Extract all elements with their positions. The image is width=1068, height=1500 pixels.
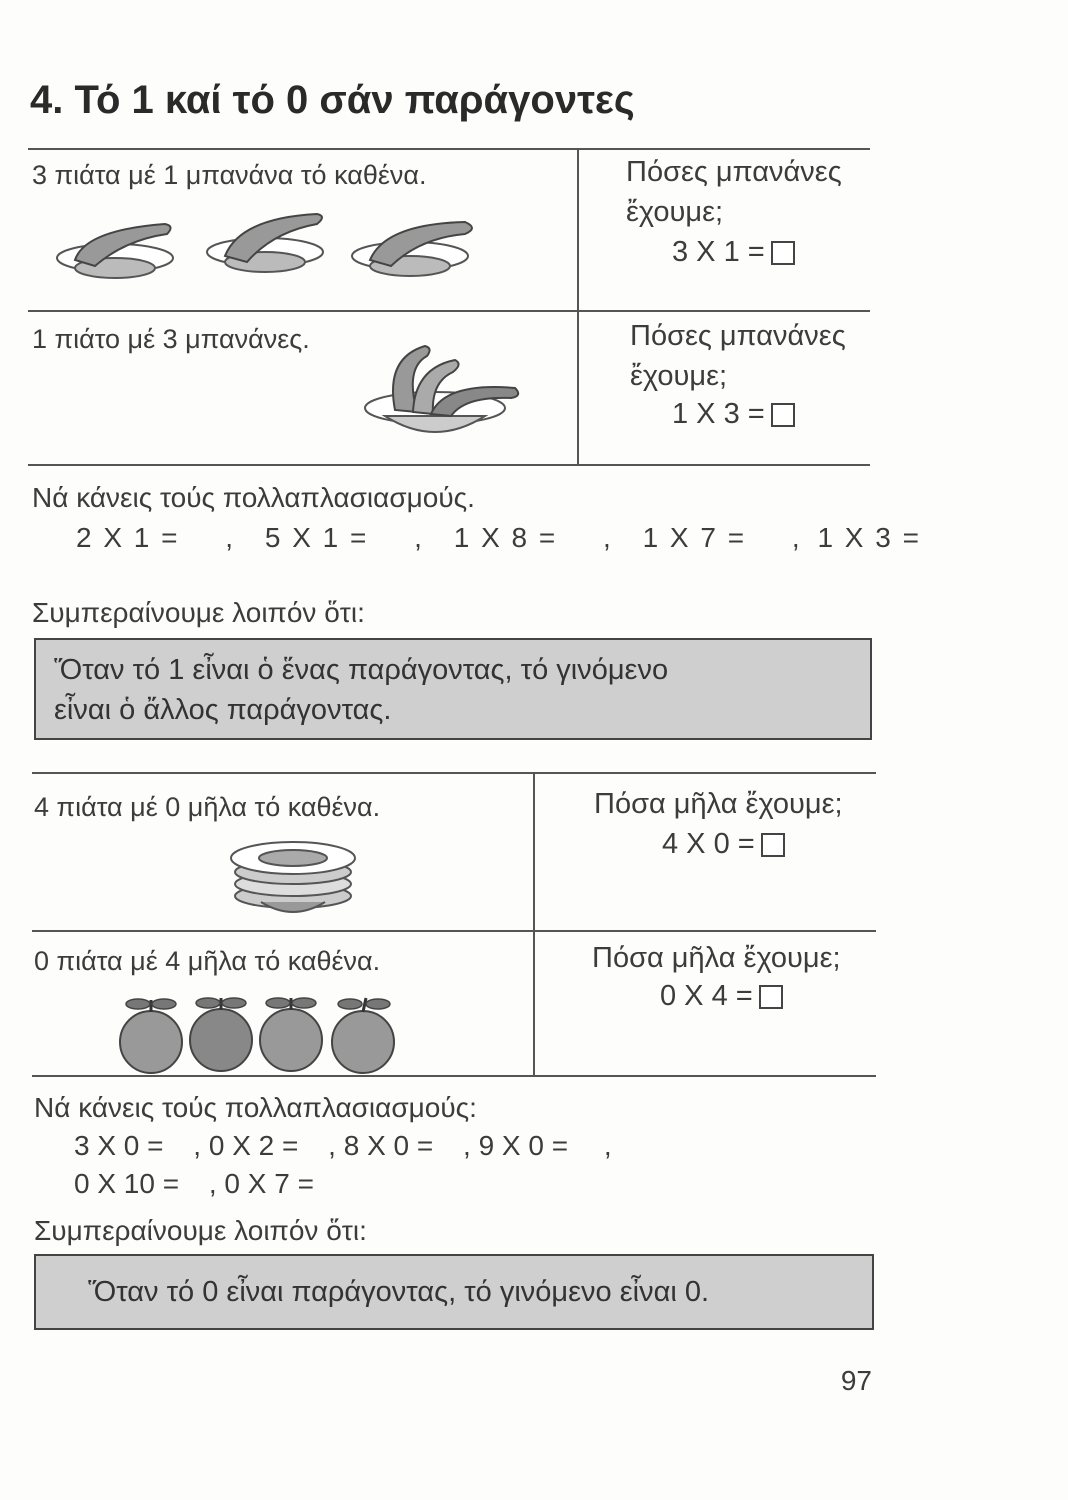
rule-one-line1: Ὅταν τό 1 εἶναι ὁ ἕνας παράγοντας, τό γινόμενο: [54, 654, 669, 686]
row3-question: Πόσα μῆλα ἔχουμε;: [594, 788, 843, 820]
exercise1-separator: ,: [225, 522, 234, 553]
row3-equation-text: 4 X 0 =: [662, 828, 755, 860]
conclusion1-intro: Συμπεραίνουμε λοιπόν ὅτι:: [32, 597, 365, 628]
answer-box[interactable]: [771, 403, 795, 427]
answer-box[interactable]: [759, 985, 783, 1009]
row2-question-cont: ἔχουμε;: [630, 360, 728, 392]
table1-divider: [577, 148, 579, 466]
exercise1-separator: ,: [414, 522, 422, 553]
row2-description: 1 πιάτο μέ 3 μπανάνες.: [32, 324, 310, 354]
exercise1-item[interactable]: 2 X 1 =: [76, 522, 178, 553]
exercise1-item[interactable]: 5 X 1 =: [264, 522, 367, 553]
conclusion2-intro: Συμπεραίνουμε λοιπόν ὅτι:: [34, 1215, 367, 1246]
rule-zero-text: Ὅταν τό 0 εἶναι παράγοντας, τό γινόμενο εἶναι 0.: [88, 1276, 710, 1308]
stacked-empty-plates-illustration: [225, 836, 365, 920]
table2-mid-rule: [32, 930, 876, 932]
row1-equation: [672, 236, 795, 269]
exercise1-item[interactable]: 1 X 3 =: [817, 522, 919, 553]
plate-with-banana-3: [352, 222, 472, 276]
apple-1: [120, 999, 182, 1073]
exercise2-item[interactable]: , 8 X 0 =: [328, 1130, 434, 1161]
exercise2-separator: ,: [603, 1130, 612, 1161]
table2-top-rule: [32, 772, 876, 774]
exercise2-item[interactable]: , 0 X 7 =: [208, 1168, 314, 1199]
row3-equation: [662, 828, 785, 861]
table1-top-rule: [28, 148, 870, 150]
row1-question-cont: ἔχουμε;: [626, 196, 724, 228]
apple-4: [332, 998, 394, 1073]
rule-box-one: [34, 638, 872, 740]
apple-3: [260, 998, 322, 1071]
banana-plates-illustration: [55, 210, 495, 300]
exercise2-item[interactable]: , 0 X 2 =: [193, 1130, 299, 1161]
row4-equation: [660, 980, 783, 1013]
plate-with-banana-2: [207, 214, 323, 272]
exercise2-line1: [74, 1130, 612, 1162]
rule-one-line2: εἶναι ὁ ἄλλος παράγοντας.: [54, 694, 392, 726]
exercise2-instruction: Νά κάνεις τούς πολλαπλασιασμούς:: [34, 1092, 477, 1123]
exercise2-item[interactable]: , 9 X 0 =: [463, 1130, 569, 1161]
row3-description: 4 πιάτα μέ 0 μῆλα τό καθένα.: [34, 792, 381, 822]
exercise2-item[interactable]: 0 X 10 =: [74, 1168, 180, 1199]
answer-box[interactable]: [761, 833, 785, 857]
exercise1-item[interactable]: 1 X 8 =: [453, 522, 556, 553]
exercise1-items: [76, 522, 919, 554]
page-number: 97: [840, 1365, 872, 1396]
row1-equation-text: 3 X 1 =: [672, 236, 765, 268]
page-title: 4. Τό 1 καί τό 0 σάν παράγοντες: [30, 78, 635, 122]
row1-description: 3 πιάτα μέ 1 μπανάνα τό καθένα.: [32, 160, 427, 190]
row2-equation: [672, 398, 795, 431]
plate-three-bananas-illustration: [365, 338, 535, 448]
exercise1-separator: ,: [791, 522, 800, 553]
exercise2-item[interactable]: 3 X 0 =: [74, 1130, 164, 1161]
row4-description: 0 πιάτα μέ 4 μῆλα τό καθένα.: [34, 946, 381, 976]
row2-question: Πόσες μπανάνες: [630, 320, 846, 352]
row4-question: Πόσα μῆλα ἔχουμε;: [592, 942, 841, 974]
table1-bottom-rule: [28, 464, 870, 466]
row1-question: Πόσες μπανάνες: [626, 156, 842, 188]
exercise1-separator: ,: [603, 522, 611, 553]
plate-with-banana-1: [57, 224, 173, 278]
row2-equation-text: 1 X 3 =: [672, 398, 765, 430]
table1-mid-rule: [28, 310, 870, 312]
exercise1-instruction: Νά κάνεις τούς πολλαπλασιασμούς.: [32, 482, 475, 513]
row4-equation-text: 0 X 4 =: [660, 980, 753, 1012]
apple-2: [190, 998, 252, 1071]
exercise1-item[interactable]: 1 X 7 =: [642, 522, 745, 553]
answer-box[interactable]: [771, 241, 795, 265]
four-apples-illustration: [116, 996, 406, 1076]
table2-divider: [533, 772, 535, 1077]
rule-box-zero: [34, 1254, 874, 1330]
exercise2-line2: [74, 1168, 314, 1200]
